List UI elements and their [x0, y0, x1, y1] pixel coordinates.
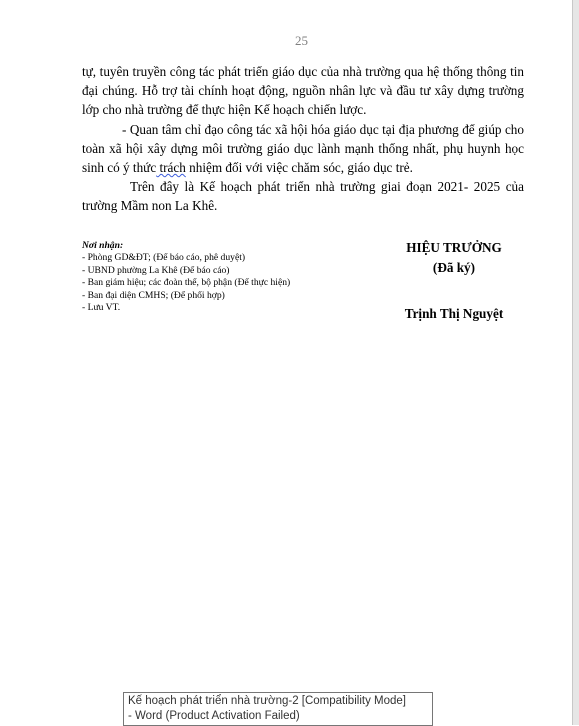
spellcheck-flagged-word[interactable]: trách — [156, 160, 186, 176]
recipient-item: - Ban giám hiệu; các đoàn thể, bộ phận (Để thực hiện) — [82, 277, 291, 289]
recipients-title: Nơi nhận: — [82, 240, 124, 251]
paragraph-2 — [82, 120, 524, 178]
recipient-item: - Lưu VT. — [82, 302, 121, 314]
recipient-item: - Phòng GD&ĐT; (Để báo cáo, phê duyệt) — [82, 252, 246, 264]
window-title-tooltip — [123, 692, 433, 726]
tooltip-line-1: Kế hoạch phát triển nhà trường-2 [Compatibility Mode] — [128, 695, 406, 707]
page-edge — [572, 0, 579, 725]
tooltip-line-2: - Word (Product Activation Failed) — [128, 709, 300, 722]
signature-title: HIỆU TRƯỞNG — [406, 240, 502, 255]
signature-note: (Đã ký) — [432, 260, 476, 275]
signature-block — [380, 238, 528, 324]
page-number: 25 — [295, 33, 308, 48]
signatory-name: Trịnh Thị Nguyệt — [404, 306, 504, 321]
paragraph-1: tự, tuyên truyền công tác phát triển giáo dục của nhà trường qua hệ thống thông tin đại chúng. Hỗ trợ tài chính hoạt động, nguồn nhân lực và đầu tư xây dựng trường lớp cho nhà trường để thực hiện Kế hoạch chiến lược. — [82, 64, 524, 118]
paragraph-2-end: nhiệm đối với việc chăm sóc, giáo dục trẻ. — [185, 160, 413, 176]
paragraph-3: Trên đây là Kế hoạch phát triển nhà trường giai đoạn 2021- 2025 của trường Mầm non La Khê. — [82, 179, 524, 214]
recipient-item: - UBND phường La Khê (Để báo cáo) — [82, 264, 230, 276]
recipient-item: - Ban đại diện CMHS; (Để phối hợp) — [82, 289, 225, 301]
paragraph-2-start: - Quan tâm chỉ đạo công tác xã hội hóa giáo dục tại địa phương để giúp cho toàn xã hội xây dựng môi trường giáo dục lành mạnh thống nhất, phụ huynh học sinh có ý thức — [82, 121, 524, 176]
recipients-block — [82, 240, 372, 314]
document-body — [82, 62, 524, 216]
